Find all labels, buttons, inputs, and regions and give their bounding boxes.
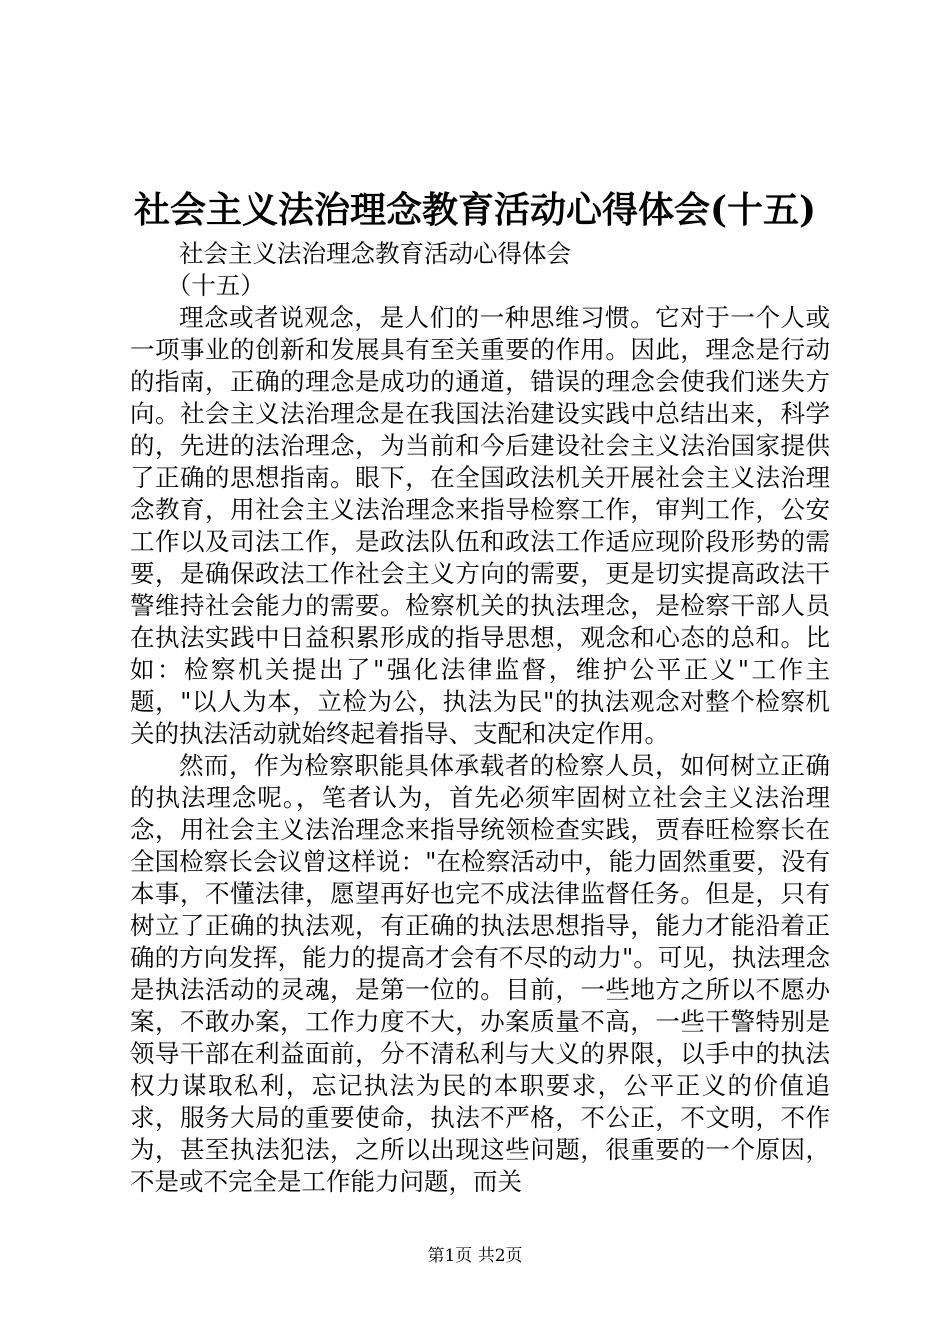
document-body bbox=[130, 238, 830, 1198]
document-subtitle: 社会主义法治理念教育活动心得体会 bbox=[179, 239, 571, 268]
page-footer: 第1页 共2页 bbox=[427, 1246, 523, 1266]
document-title: 社会主义法治理念教育活动心得体会(十五) bbox=[133, 189, 817, 231]
paragraph: 理念或者说观念，是人们的一种思维习惯。它对于一个人或一项事业的创新和发展具有至关重要的作用。因此，理念是行动的指南，正确的理念是成功的通道，错误的理念会使我们迷失方向。社会主义法治理念是在我国法治建设实践中总结出来，科学的，先进的法治理念，为当前和今后建设社会主义法治国家提供了正确的思想指南。眼下，在全国政法机关开展社会主义法治理念教育，用社会主义法治理念来指导检察工作，审判工作，公安工作以及司法工作，是政法队伍和政法工作适应现阶段形势的需要，是确保政法工作社会主义方向的需要，更是切实提高政法干警维持社会能力的需要。检察机关的执法理念，是检察干部人员在执法实践中日益积累形成的指导思想，观念和心态的总和。比如：检察机关提出了"强化法律监督，维护公平正义"工作主题，"以人为本，立检为公，执法为民"的执法观念对整个检察机关的执法活动就始终起着指导、支配和决定作用。 bbox=[130, 303, 830, 748]
paragraph: 然而，作为检察职能具体承载者的检察人员，如何树立正确的执法理念呢。，笔者认为，首先必须牢固树立社会主义法治理念，用社会主义法治理念来指导统领检查实践，贾春旺检察长在全国检察长会议曾这样说："在检察活动中，能力固然重要，没有本事，不懂法律，愿望再好也完不成法律监督任务。但是，只有树立了正确的执法观，有正确的执法思想指导，能力才能沿着正确的方向发挥，能力的提高才会有不尽的动力"。可见，执法理念是执法活动的灵魂，是第一位的。目前，一些地方之所以不愿办案，不敢办案，工作力度不大，办案质量不高，一些干警特别是领导干部在利益面前，分不清私利与大义的界限，以手中的执法权力谋取私利，忘记执法为民的本职要求，公平正义的价值追求，服务大局的重要使命，执法不严格，不公正，不文明，不作为，甚至执法犯法，之所以出现这些问题，很重要的一个原因，不是或不完全是工作能力问题，而关 bbox=[130, 751, 830, 1196]
document-subtitle-number: （十五） bbox=[166, 271, 265, 300]
